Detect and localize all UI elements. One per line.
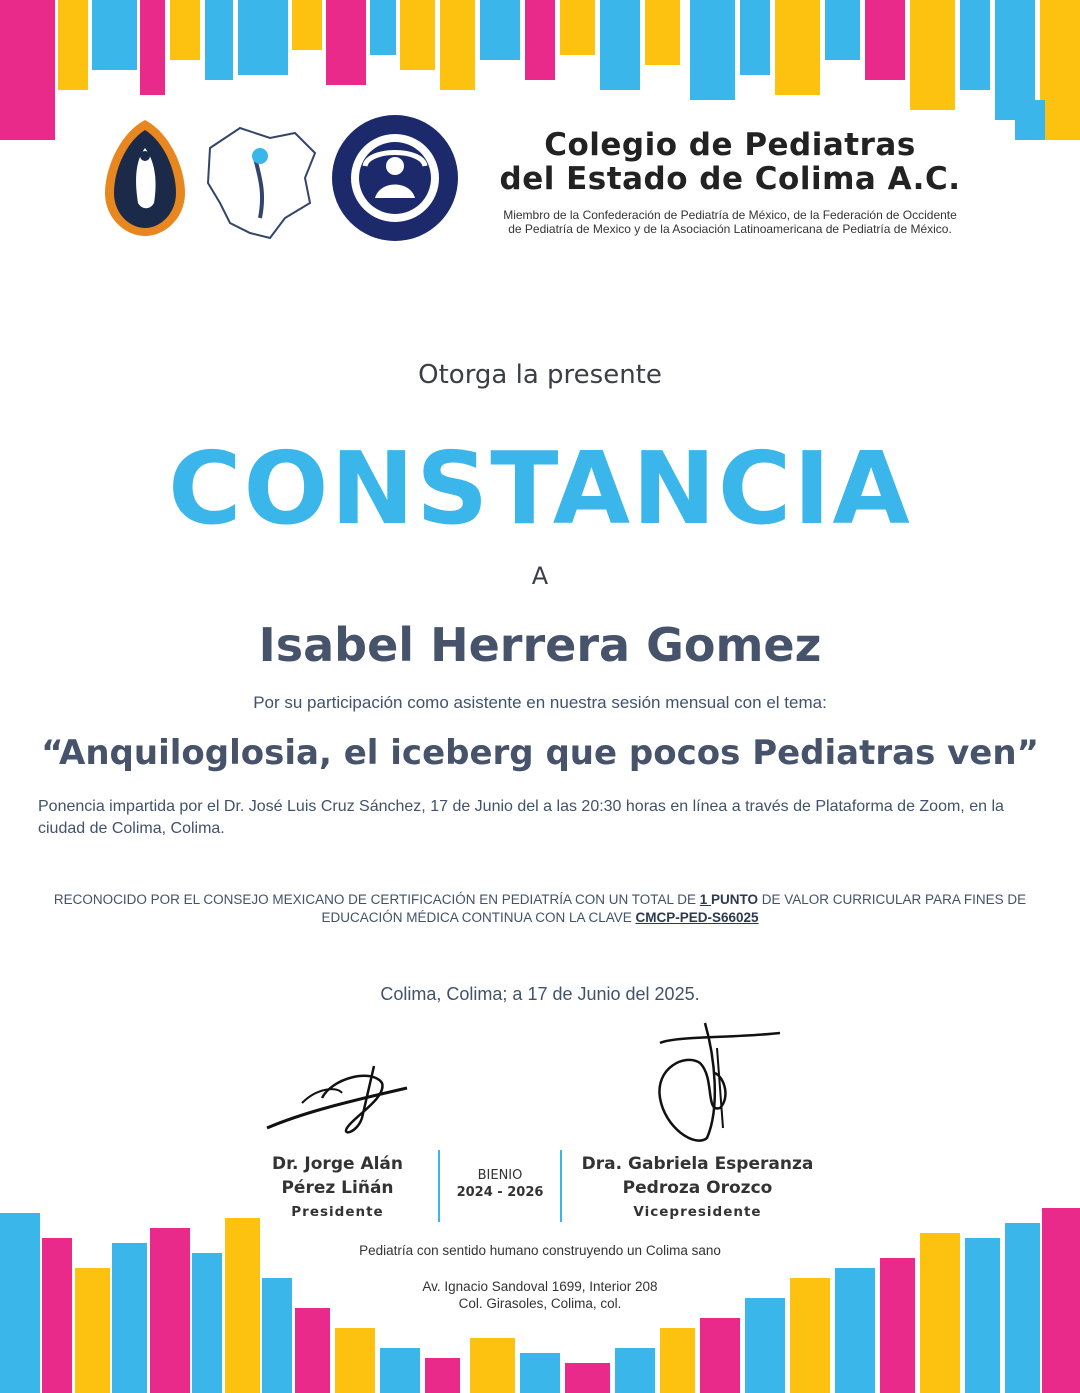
confederacion-nacional-pediatria-logo: [105, 120, 185, 236]
certificate-intro: Otorga la presente: [418, 360, 662, 390]
president-name-line1: Dr. Jorge Alán: [271, 1154, 403, 1174]
certificate-to: A: [531, 562, 549, 590]
accreditation-key: CMCP-PED-S66025: [635, 910, 759, 925]
date-place: Colima, Colima; a 17 de Junio del 2025.: [380, 984, 700, 1004]
address-line1: Av. Ignacio Sandoval 1699, Interior 208: [422, 1279, 658, 1294]
organization-header: [470, 128, 990, 236]
president-signature: [262, 1058, 412, 1138]
session-topic: “Anquiloglosia, el iceberg que pocos Pediatras ven”: [41, 733, 1039, 773]
member-logos: [100, 108, 470, 248]
accreditation-text-mid: DE VALOR CURRICULAR PARA FINES DE EDUCACIÓN MÉDICA CONTINUA CON LA CLAVE: [321, 892, 1027, 925]
accreditation-text-start: RECONOCIDO POR EL CONSEJO MEXICANO DE CERTIFICACIÓN EN PEDIATRÍA CON UN TOTAL DE: [53, 892, 700, 907]
federacion-pediatria-occidente-logo: [208, 128, 315, 238]
membership-statement: [470, 208, 990, 236]
vicepresident-name-line2: Pedroza Orozco: [622, 1178, 773, 1198]
membership-line2: de Pediatría de Mexico y de la Asociación Latinoamericana de Pediatría de México.: [508, 222, 952, 236]
participation-text: Por su participación como asistente en nuestra sesión mensual con el tema:: [253, 693, 827, 712]
recipient-name: Isabel Herrera Gomez: [258, 618, 822, 672]
accreditation-statement: [36, 891, 1044, 927]
bienio-years: 2024 - 2026: [456, 1185, 544, 1200]
footer-motto: Pediatría con sentido humano construyendo un Colima sano: [359, 1243, 721, 1258]
vicepresident-name-line1: Dra. Gabriela Esperanza: [581, 1154, 814, 1174]
vicepresident-role: Vicepresidente: [633, 1204, 762, 1220]
membership-line1: Miembro de la Confederación de Pediatría de México, de la Federación de Occidente: [503, 208, 957, 222]
address-line2: Col. Girasoles, Colima, col.: [458, 1296, 622, 1311]
ponencia-details: Ponencia impartida por el Dr. José Luis Cruz Sánchez, 17 de Junio del a las 20:30 horas en línea a través de Plataforma de Zoom, en la ciudad de Colima, Colima.: [38, 798, 1004, 837]
organization-name-line2: del Estado de Colima A.C.: [499, 161, 961, 197]
credit-points-unit: PUNTO: [711, 892, 759, 907]
certificate-title: CONSTANCIA: [168, 430, 912, 547]
bienio-label: BIENIO: [477, 1168, 523, 1183]
organization-name-line1: Colegio de Pediatras: [544, 127, 916, 163]
credit-points: 1: [699, 892, 712, 907]
president-role: Presidente: [291, 1204, 384, 1220]
president-name-line2: Pérez Liñán: [281, 1178, 394, 1198]
vicepresident-signature: [645, 1018, 785, 1148]
colegio-pediatras-colima-logo: [332, 115, 458, 241]
